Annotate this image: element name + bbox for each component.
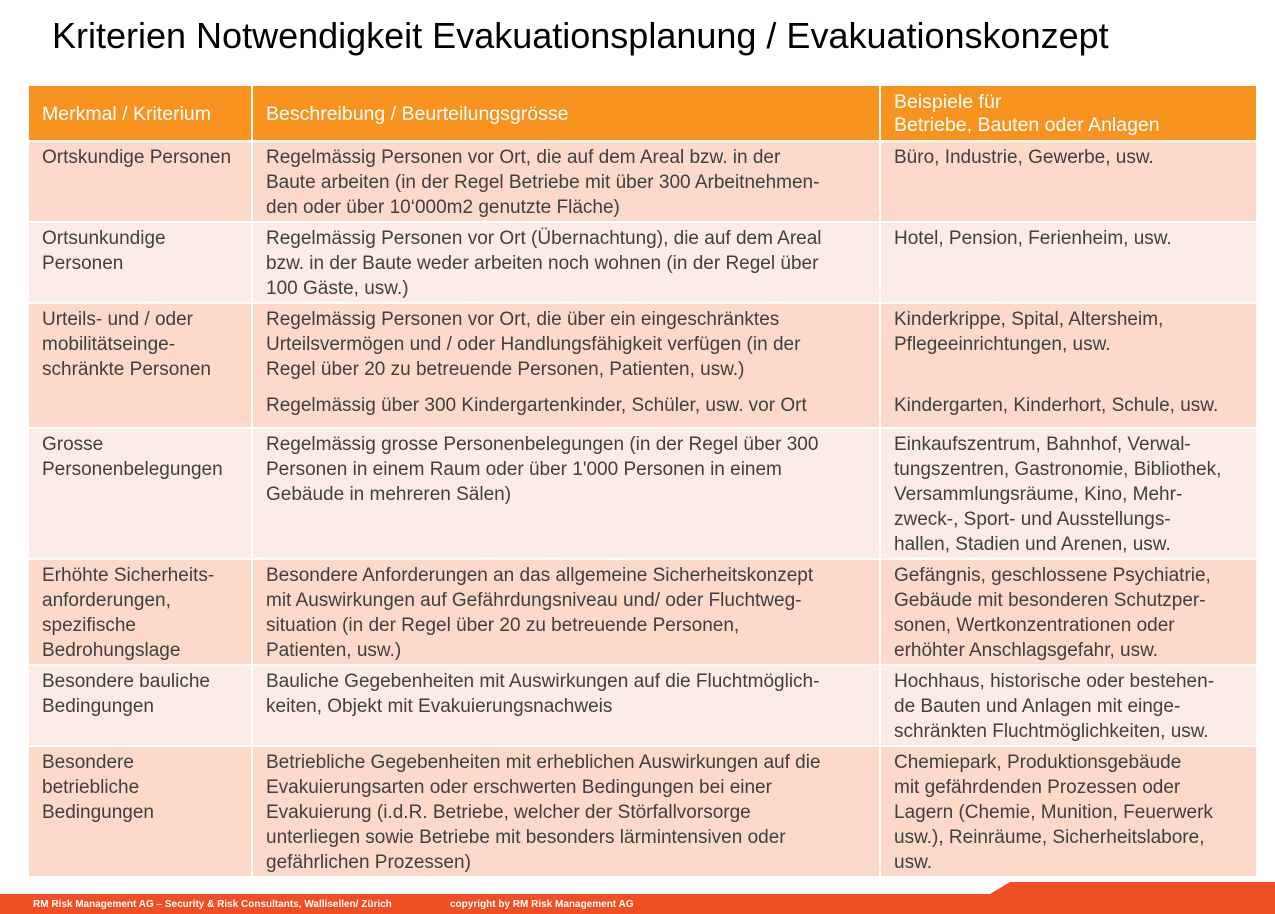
header-examples — [880, 86, 1256, 141]
examples-line: Hochhaus, historische oder bestehen- — [894, 671, 1215, 692]
footer-bar — [0, 894, 1275, 914]
examples-line: zweck-, Sport- und Ausstellungs- — [894, 509, 1171, 530]
criterion-line: Ortsunkundige — [42, 228, 166, 249]
description-line: Betriebliche Gegebenheiten mit erheblichen Auswirkungen auf die — [266, 752, 821, 773]
examples-line: Einkaufszentrum, Bahnhof, Verwal- — [894, 434, 1191, 455]
description-line: Baute arbeiten (in der Regel Betriebe mit über 300 Arbeitnehmen- — [266, 172, 820, 193]
criterion-line: Personenbelegungen — [42, 459, 223, 480]
criterion-line: Bedingungen — [42, 696, 154, 717]
description-line: Besondere Anforderungen an das allgemeine Sicherheitskonzept — [266, 565, 814, 586]
description-line: Regel über 20 zu betreuende Personen, Patienten, usw.) — [266, 359, 745, 380]
criterion-line: Urteils- und / oder — [42, 309, 194, 330]
examples-line: Kinderkrippe, Spital, Altersheim, — [894, 309, 1164, 330]
examples-line: Pflegeeinrichtungen, usw. — [894, 334, 1111, 355]
criteria-table — [29, 86, 1256, 876]
header-criterion: Merkmal / Kriterium — [29, 86, 252, 141]
examples-line: Gebäude mit besonderen Schutzper- — [894, 590, 1206, 611]
criterion-cell — [29, 303, 252, 428]
examples-cell — [880, 559, 1256, 665]
description-line: Evakuierungsarten oder erschwerten Bedingungen bei einer — [266, 777, 772, 798]
criterion-line: schränkte Personen — [42, 359, 211, 380]
description-cell — [252, 428, 880, 559]
description-line: Gebäude in mehreren Sälen) — [266, 484, 512, 505]
description-line-secondary: Regelmässig über 300 Kindergartenkinder, Schüler, usw. vor Ort — [266, 395, 807, 416]
footer-company: RM Risk Management AG – Security & Risk Consultants, Wallisellen/ Zürich — [33, 899, 392, 910]
examples-cell — [880, 222, 1256, 303]
criterion-line: Bedingungen — [42, 802, 154, 823]
criterion-cell — [29, 559, 252, 665]
description-line: Urteilsvermögen und / oder Handlungsfähigkeit verfügen (in der — [266, 334, 801, 355]
table-row — [29, 141, 1256, 222]
description-line: den oder über 10‘000m2 genutzte Fläche) — [266, 197, 620, 218]
examples-line: usw.), Reinräume, Sicherheitslabore, — [894, 827, 1205, 848]
header-examples-line-2: Betriebe, Bauten oder Anlagen — [894, 114, 1160, 136]
description-line: 100 Gäste, usw.) — [266, 278, 409, 299]
description-line: unterliegen sowie Betriebe mit besonders lärmintensiven oder — [266, 827, 786, 848]
examples-line: hallen, Stadien und Arenen, usw. — [894, 534, 1171, 555]
examples-line: sonen, Wertkonzentrationen oder — [894, 615, 1175, 636]
examples-cell — [880, 428, 1256, 559]
description-cell — [252, 303, 880, 428]
criterion-line: Bedrohungslage — [42, 640, 181, 661]
spacer — [894, 357, 1252, 393]
examples-line: usw. — [894, 852, 933, 873]
description-cell — [252, 559, 880, 665]
criterion-cell — [29, 428, 252, 559]
examples-line: erhöhter Anschlagsgefahr, usw. — [894, 640, 1159, 661]
criterion-line: Besondere — [42, 752, 134, 773]
description-line: Regelmässig Personen vor Ort, die auf dem Areal bzw. in der — [266, 147, 781, 168]
description-line: Regelmässig grosse Personenbelegungen (in der Regel über 300 — [266, 434, 819, 455]
description-cell — [252, 665, 880, 746]
description-line: keiten, Objekt mit Evakuierungsnachweis — [266, 696, 613, 717]
description-line: bzw. in der Baute weder arbeiten noch wohnen (in der Regel über — [266, 253, 819, 274]
examples-cell — [880, 665, 1256, 746]
criterion-line: anforderungen, — [42, 590, 171, 611]
description-cell — [252, 141, 880, 222]
examples-line: schränkten Fluchtmöglichkeiten, usw. — [894, 721, 1209, 742]
examples-cell — [880, 746, 1256, 876]
footer-copyright: copyright by RM Risk Management AG — [450, 899, 634, 910]
examples-line: mit gefährdenden Prozessen oder — [894, 777, 1181, 798]
criterion-cell — [29, 665, 252, 746]
table-row — [29, 559, 1256, 665]
description-cell — [252, 222, 880, 303]
examples-line: Chemiepark, Produktionsgebäude — [894, 752, 1182, 773]
table-row — [29, 222, 1256, 303]
table-row — [29, 746, 1256, 876]
table-row — [29, 303, 1256, 428]
description-line: mit Auswirkungen auf Gefährdungsniveau und/ oder Fluchtweg- — [266, 590, 802, 611]
table-row — [29, 665, 1256, 746]
description-line: gefährlichen Prozessen) — [266, 852, 471, 873]
examples-line: de Bauten und Anlagen mit einge- — [894, 696, 1181, 717]
spacer — [266, 382, 875, 393]
examples-line: tungszentren, Gastronomie, Bibliothek, — [894, 459, 1222, 480]
examples-cell — [880, 303, 1256, 428]
description-line: Bauliche Gegebenheiten mit Auswirkungen auf die Fluchtmöglich- — [266, 671, 820, 692]
description-line: Evakuierung (i.d.R. Betriebe, welcher der Störfallvorsorge — [266, 802, 751, 823]
header-description: Beschreibung / Beurteilungsgrösse — [252, 86, 880, 141]
page-title: Kriterien Notwendigkeit Evakuationsplanung / Evakuationskonzept — [52, 15, 1109, 56]
criterion-cell — [29, 746, 252, 876]
examples-line-secondary: Kindergarten, Kinderhort, Schule, usw. — [894, 395, 1219, 416]
table-header-row — [29, 86, 1256, 141]
description-cell — [252, 746, 880, 876]
criterion-line: betriebliche — [42, 777, 140, 798]
examples-line: Büro, Industrie, Gewerbe, usw. — [894, 147, 1154, 168]
criterion-text: Ortskundige Personen — [42, 147, 232, 168]
criterion-line: Personen — [42, 253, 124, 274]
criterion-line: Grosse — [42, 434, 104, 455]
criterion-line: spezifische — [42, 615, 136, 636]
criterion-line: mobilitätseinge- — [42, 334, 176, 355]
description-line: situation (in der Regel über 20 zu betreuende Personen, — [266, 615, 740, 636]
criterion-cell — [29, 141, 252, 222]
header-examples-line-1: Beispiele für — [894, 91, 1002, 113]
description-line: Personen in einem Raum oder über 1'000 Personen in einem — [266, 459, 782, 480]
criterion-line: Erhöhte Sicherheits- — [42, 565, 215, 586]
description-line: Patienten, usw.) — [266, 640, 402, 661]
description-line: Regelmässig Personen vor Ort (Übernachtung), die auf dem Areal — [266, 228, 822, 249]
table-row — [29, 428, 1256, 559]
examples-line: Hotel, Pension, Ferienheim, usw. — [894, 228, 1172, 249]
examples-line: Gefängnis, geschlossene Psychiatrie, — [894, 565, 1211, 586]
examples-line: Lagern (Chemie, Munition, Feuerwerk — [894, 802, 1213, 823]
examples-cell — [880, 141, 1256, 222]
criterion-cell — [29, 222, 252, 303]
criterion-line: Besondere bauliche — [42, 671, 210, 692]
description-line: Regelmässig Personen vor Ort, die über ein eingeschränktes — [266, 309, 780, 330]
examples-line: Versammlungsräume, Kino, Mehr- — [894, 484, 1183, 505]
